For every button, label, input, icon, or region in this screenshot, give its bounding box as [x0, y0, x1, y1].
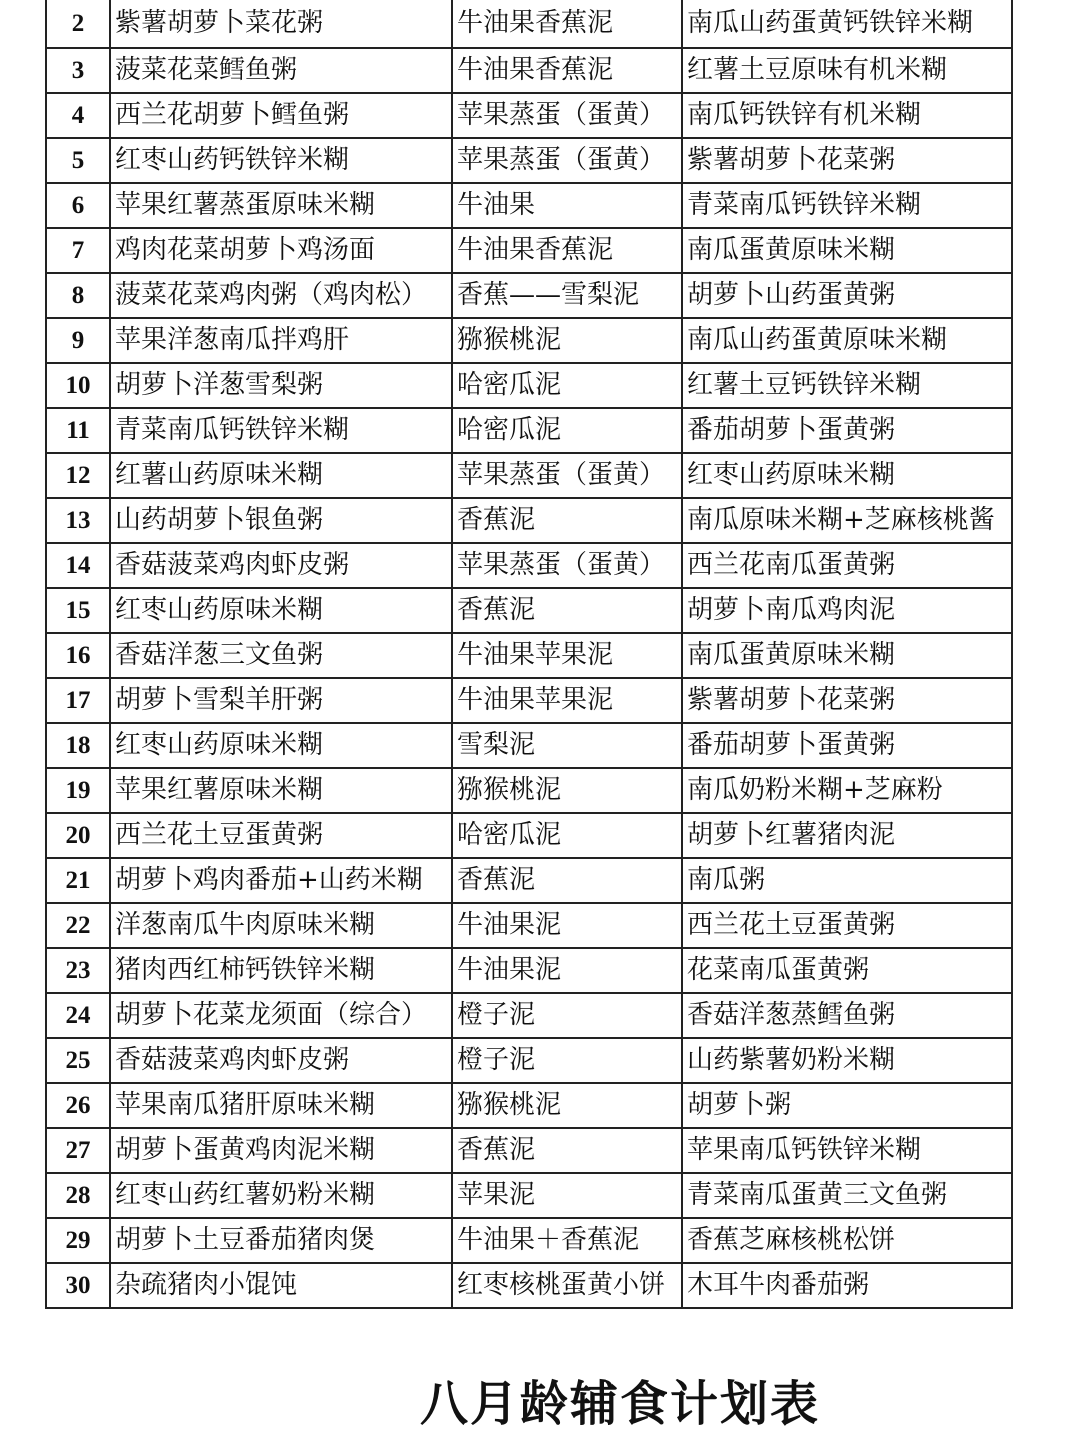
meal-b-cell: 牛油果苹果泥 [452, 678, 682, 723]
table-row [46, 1128, 1012, 1173]
meal-b-cell: 哈密瓜泥 [452, 363, 682, 408]
meal-c-cell: 青菜南瓜蛋黄三文鱼粥 [682, 1173, 1012, 1218]
day-cell: 19 [46, 768, 110, 813]
meal-c-cell: 花菜南瓜蛋黄粥 [682, 948, 1012, 993]
table-row [46, 858, 1012, 903]
meal-plan-table [45, 0, 1013, 1309]
meal-b-cell: 牛油果香蕉泥 [452, 0, 682, 48]
meal-c-cell: 紫薯胡萝卜花菜粥 [682, 138, 1012, 183]
meal-a-cell: 山药胡萝卜银鱼粥 [110, 498, 452, 543]
day-cell: 15 [46, 588, 110, 633]
day-cell: 26 [46, 1083, 110, 1128]
meal-a-cell: 胡萝卜鸡肉番茄+山药米糊 [110, 858, 452, 903]
meal-b-cell: 牛油果苹果泥 [452, 633, 682, 678]
meal-a-cell: 胡萝卜蛋黄鸡肉泥米糊 [110, 1128, 452, 1173]
day-cell: 27 [46, 1128, 110, 1173]
table-row [46, 588, 1012, 633]
table-row [46, 1083, 1012, 1128]
meal-b-cell: 香蕉泥 [452, 1128, 682, 1173]
table-row [46, 1038, 1012, 1083]
meal-b-cell: 橙子泥 [452, 993, 682, 1038]
table-row [46, 903, 1012, 948]
table-row [46, 408, 1012, 453]
meal-c-cell: 紫薯胡萝卜花菜粥 [682, 678, 1012, 723]
meal-c-cell: 胡萝卜红薯猪肉泥 [682, 813, 1012, 858]
table-row [46, 543, 1012, 588]
meal-c-cell: 木耳牛肉番茄粥 [682, 1263, 1012, 1308]
day-cell: 6 [46, 183, 110, 228]
meal-c-cell: 西兰花南瓜蛋黄粥 [682, 543, 1012, 588]
table-row [46, 228, 1012, 273]
meal-a-cell: 苹果红薯蒸蛋原味米糊 [110, 183, 452, 228]
meal-a-cell: 香菇菠菜鸡肉虾皮粥 [110, 543, 452, 588]
day-cell: 11 [46, 408, 110, 453]
meal-b-cell: 牛油果 [452, 183, 682, 228]
meal-b-cell: 苹果蒸蛋（蛋黄） [452, 93, 682, 138]
table-row [46, 273, 1012, 318]
day-cell: 23 [46, 948, 110, 993]
day-cell: 22 [46, 903, 110, 948]
meal-c-cell: 南瓜原味米糊+芝麻核桃酱 [682, 498, 1012, 543]
day-cell: 3 [46, 48, 110, 93]
meal-a-cell: 杂疏猪肉小馄饨 [110, 1263, 452, 1308]
meal-b-cell: 苹果泥 [452, 1173, 682, 1218]
meal-a-cell: 鸡肉花菜胡萝卜鸡汤面 [110, 228, 452, 273]
day-cell: 17 [46, 678, 110, 723]
day-cell: 24 [46, 993, 110, 1038]
meal-b-cell: 牛油果＋香蕉泥 [452, 1218, 682, 1263]
table-row [46, 0, 1012, 48]
meal-b-cell: 哈密瓜泥 [452, 408, 682, 453]
day-cell: 9 [46, 318, 110, 363]
meal-a-cell: 苹果红薯原味米糊 [110, 768, 452, 813]
meal-a-cell: 红枣山药钙铁锌米糊 [110, 138, 452, 183]
meal-c-cell: 番茄胡萝卜蛋黄粥 [682, 408, 1012, 453]
meal-a-cell: 洋葱南瓜牛肉原味米糊 [110, 903, 452, 948]
table-row [46, 723, 1012, 768]
meal-c-cell: 香菇洋葱蒸鳕鱼粥 [682, 993, 1012, 1038]
table-row [46, 453, 1012, 498]
table-row [46, 1218, 1012, 1263]
meal-b-cell: 牛油果泥 [452, 903, 682, 948]
meal-b-cell: 哈密瓜泥 [452, 813, 682, 858]
meal-c-cell: 胡萝卜粥 [682, 1083, 1012, 1128]
table-row [46, 768, 1012, 813]
meal-b-cell: 牛油果香蕉泥 [452, 48, 682, 93]
meal-b-cell: 香蕉——雪梨泥 [452, 273, 682, 318]
meal-c-cell: 青菜南瓜钙铁锌米糊 [682, 183, 1012, 228]
meal-b-cell: 橙子泥 [452, 1038, 682, 1083]
meal-a-cell: 香菇洋葱三文鱼粥 [110, 633, 452, 678]
meal-c-cell: 南瓜蛋黄原味米糊 [682, 228, 1012, 273]
meal-c-cell: 南瓜蛋黄原味米糊 [682, 633, 1012, 678]
meal-b-cell: 红枣核桃蛋黄小饼 [452, 1263, 682, 1308]
meal-b-cell: 香蕉泥 [452, 498, 682, 543]
day-cell: 12 [46, 453, 110, 498]
day-cell: 14 [46, 543, 110, 588]
meal-b-cell: 猕猴桃泥 [452, 318, 682, 363]
page-title: 八月龄辅食计划表 [419, 1376, 820, 1432]
meal-plan-table-body [46, 0, 1012, 1308]
day-cell: 25 [46, 1038, 110, 1083]
meal-b-cell: 香蕉泥 [452, 858, 682, 903]
meal-a-cell: 猪肉西红柿钙铁锌米糊 [110, 948, 452, 993]
meal-a-cell: 胡萝卜土豆番茄猪肉煲 [110, 1218, 452, 1263]
meal-a-cell: 胡萝卜雪梨羊肝粥 [110, 678, 452, 723]
meal-c-cell: 南瓜粥 [682, 858, 1012, 903]
day-cell: 28 [46, 1173, 110, 1218]
meal-c-cell: 南瓜山药蛋黄钙铁锌米糊 [682, 0, 1012, 48]
meal-c-cell: 胡萝卜山药蛋黄粥 [682, 273, 1012, 318]
meal-c-cell: 苹果南瓜钙铁锌米糊 [682, 1128, 1012, 1173]
meal-b-cell: 牛油果香蕉泥 [452, 228, 682, 273]
table-row [46, 363, 1012, 408]
meal-a-cell: 菠菜花菜鳕鱼粥 [110, 48, 452, 93]
day-cell: 29 [46, 1218, 110, 1263]
meal-a-cell: 菠菜花菜鸡肉粥（鸡肉松） [110, 273, 452, 318]
meal-a-cell: 香菇菠菜鸡肉虾皮粥 [110, 1038, 452, 1083]
table-row [46, 498, 1012, 543]
meal-b-cell: 香蕉泥 [452, 588, 682, 633]
meal-a-cell: 青菜南瓜钙铁锌米糊 [110, 408, 452, 453]
table-row [46, 1263, 1012, 1308]
table-row [46, 138, 1012, 183]
table-row [46, 48, 1012, 93]
meal-c-cell: 西兰花土豆蛋黄粥 [682, 903, 1012, 948]
meal-c-cell: 香蕉芝麻核桃松饼 [682, 1218, 1012, 1263]
day-cell: 2 [46, 0, 110, 48]
meal-b-cell: 牛油果泥 [452, 948, 682, 993]
meal-c-cell: 南瓜钙铁锌有机米糊 [682, 93, 1012, 138]
meal-b-cell: 苹果蒸蛋（蛋黄） [452, 138, 682, 183]
day-cell: 7 [46, 228, 110, 273]
meal-a-cell: 红枣山药原味米糊 [110, 723, 452, 768]
meal-b-cell: 猕猴桃泥 [452, 1083, 682, 1128]
meal-a-cell: 苹果南瓜猪肝原味米糊 [110, 1083, 452, 1128]
table-row [46, 633, 1012, 678]
meal-a-cell: 胡萝卜洋葱雪梨粥 [110, 363, 452, 408]
meal-a-cell: 西兰花胡萝卜鳕鱼粥 [110, 93, 452, 138]
day-cell: 30 [46, 1263, 110, 1308]
meal-c-cell: 山药紫薯奶粉米糊 [682, 1038, 1012, 1083]
table-row [46, 993, 1012, 1038]
day-cell: 21 [46, 858, 110, 903]
meal-a-cell: 红薯山药原味米糊 [110, 453, 452, 498]
meal-b-cell: 猕猴桃泥 [452, 768, 682, 813]
day-cell: 8 [46, 273, 110, 318]
meal-c-cell: 红薯土豆钙铁锌米糊 [682, 363, 1012, 408]
table-row [46, 1173, 1012, 1218]
meal-c-cell: 南瓜山药蛋黄原味米糊 [682, 318, 1012, 363]
meal-b-cell: 雪梨泥 [452, 723, 682, 768]
meal-a-cell: 紫薯胡萝卜菜花粥 [110, 0, 452, 48]
meal-c-cell: 胡萝卜南瓜鸡肉泥 [682, 588, 1012, 633]
table-row [46, 813, 1012, 858]
meal-a-cell: 胡萝卜花菜龙须面（综合） [110, 993, 452, 1038]
day-cell: 13 [46, 498, 110, 543]
meal-a-cell: 西兰花土豆蛋黄粥 [110, 813, 452, 858]
table-row [46, 93, 1012, 138]
meal-a-cell: 红枣山药红薯奶粉米糊 [110, 1173, 452, 1218]
day-cell: 4 [46, 93, 110, 138]
day-cell: 10 [46, 363, 110, 408]
table-row [46, 948, 1012, 993]
table-row [46, 183, 1012, 228]
meal-c-cell: 红枣山药原味米糊 [682, 453, 1012, 498]
meal-b-cell: 苹果蒸蛋（蛋黄） [452, 543, 682, 588]
meal-b-cell: 苹果蒸蛋（蛋黄） [452, 453, 682, 498]
day-cell: 18 [46, 723, 110, 768]
meal-a-cell: 红枣山药原味米糊 [110, 588, 452, 633]
day-cell: 20 [46, 813, 110, 858]
table-row [46, 318, 1012, 363]
meal-a-cell: 苹果洋葱南瓜拌鸡肝 [110, 318, 452, 363]
meal-c-cell: 南瓜奶粉米糊+芝麻粉 [682, 768, 1012, 813]
table-row [46, 678, 1012, 723]
day-cell: 16 [46, 633, 110, 678]
meal-c-cell: 红薯土豆原味有机米糊 [682, 48, 1012, 93]
meal-c-cell: 番茄胡萝卜蛋黄粥 [682, 723, 1012, 768]
day-cell: 5 [46, 138, 110, 183]
